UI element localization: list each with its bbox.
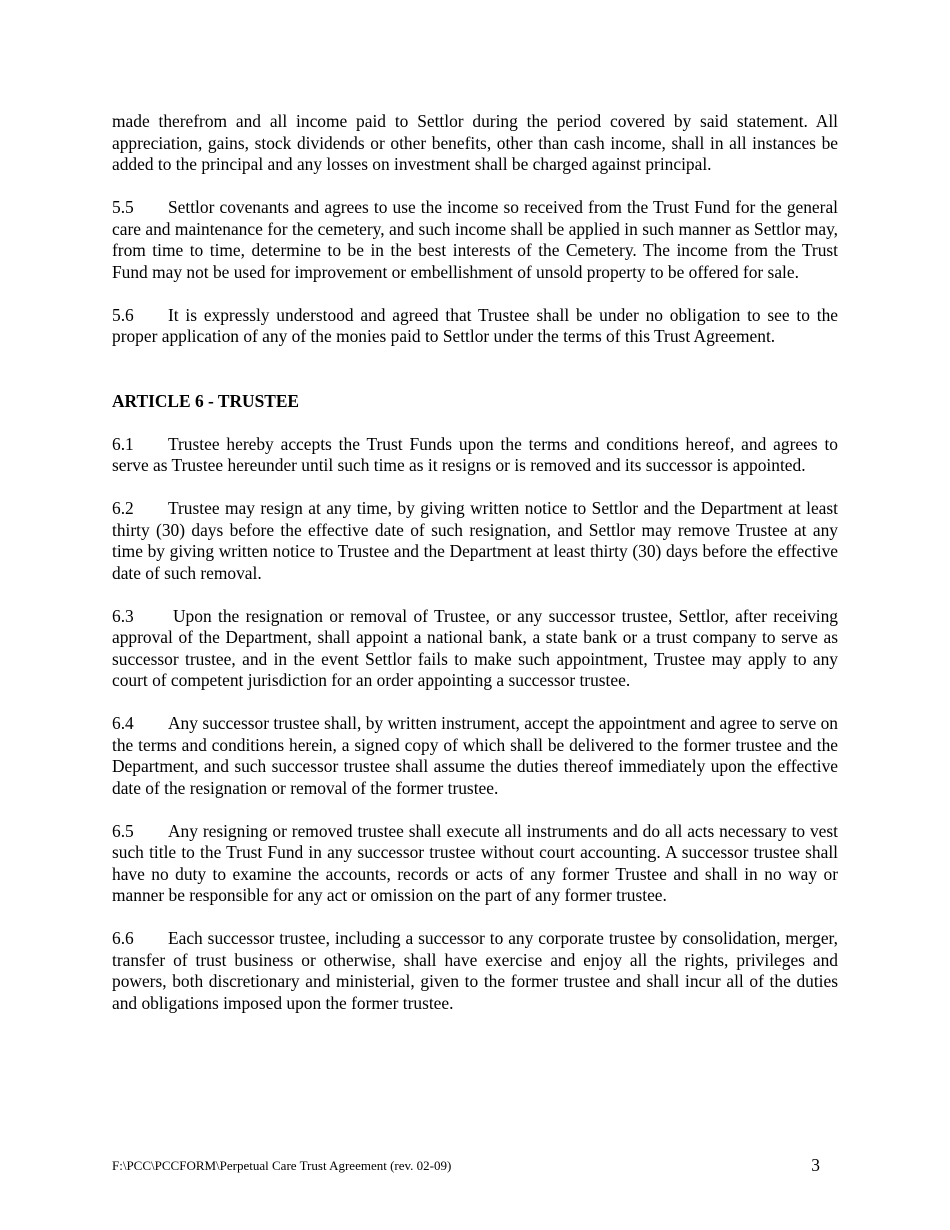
section-number: 5.6 [112, 304, 134, 325]
section-text: Trustee may resign at any time, by giving written notice to Settlor and the Department at least thirty (30) days before the effective date of such resignation, and Settlor may remove Trustee at any time by giving written notice to Trustee and the Department at least thirty (30) days before the effective date of such removal. [112, 498, 838, 583]
document-body [112, 111, 838, 1036]
section-number: 6.3 [112, 605, 134, 626]
section-number: 6.1 [112, 433, 134, 454]
paragraph-5-6 [112, 305, 838, 348]
section-text: It is expressly understood and agreed that Trustee shall be under no obligation to see to the proper application of any of the monies paid to Settlor under the terms of this Trust Agreement. [112, 304, 838, 346]
article-heading: ARTICLE 6 - TRUSTEE [112, 390, 300, 411]
section-text: Settlor covenants and agrees to use the income so received from the Trust Fund for the general care and maintenance for the cemetery, and such income shall be applied in such manner as Settlor may, from time to time, determine to be in the best interests of the Cemetery. The income from the Trust Fund may not be used for improvement or embellishment of unsold property to be offered for sale. [112, 197, 838, 282]
section-number: 6.6 [112, 928, 134, 948]
page-footer [112, 1155, 838, 1175]
paragraph-continuation: made therefrom and all income paid to Settlor during the period covered by said statement. All appreciation, gains, stock dividends or other benefits, other than cash income, shall in all instances be added to the principal and any losses on investment shall be charged against principal. [112, 111, 838, 174]
section-text: Each successor trustee, including a successor to any corporate trustee by consolidation, merger, transfer of trust business or otherwise, shall have exercise and enjoy all the rights, privileges and powers, both discretionary and ministerial, given to the former trustee and shall incur all of the duties and obligations imposed upon the former trustee. [112, 928, 838, 1013]
section-text: Any resigning or removed trustee shall execute all instruments and do all acts necessary to vest such title to the Trust Fund in any successor trustee without court accounting. A successor trustee shall have no duty to examine the accounts, records or acts of any former Trustee and shall in no way or manner be responsible for any act or omission on the part of any former trustee. [112, 820, 838, 905]
page-number: 3 [811, 1155, 820, 1175]
section-number: 5.5 [112, 197, 134, 217]
paragraph-6-5 [112, 821, 838, 907]
section-number: 6.5 [112, 820, 134, 841]
paragraph-6-6 [112, 928, 838, 1014]
section-number: 6.4 [112, 713, 134, 733]
paragraph-6-3 [112, 606, 838, 692]
section-text: Upon the resignation or removal of Trustee, or any successor trustee, Settlor, after receiving approval of the Department, shall appoint a national bank, a state bank or a trust company to serve as successor trustee, and in the event Settlor fails to make such appointment, Trustee may apply to any court of competent jurisdiction for an order appointing a successor trustee. [112, 605, 838, 690]
paragraph-6-2 [112, 498, 838, 584]
section-text: Trustee hereby accepts the Trust Funds upon the terms and conditions hereof, and agrees to serve as Trustee hereunder until such time as it resigns or is removed and its successor is appointed. [112, 433, 838, 475]
section-text: Any successor trustee shall, by written instrument, accept the appointment and agree to serve on the terms and conditions herein, a signed copy of which shall be delivered to the former trustee and the Department, and such successor trustee shall assume the duties thereof immediately upon the effective date of the resignation or removal of the former trustee. [112, 713, 838, 798]
footer-file-path: F:\PCC\PCCFORM\Perpetual Care Trust Agreement (rev. 02-09) [112, 1158, 452, 1173]
paragraph-6-4 [112, 713, 838, 799]
section-number: 6.2 [112, 498, 134, 518]
paragraph-5-5 [112, 197, 838, 283]
paragraph-6-1 [112, 434, 838, 477]
